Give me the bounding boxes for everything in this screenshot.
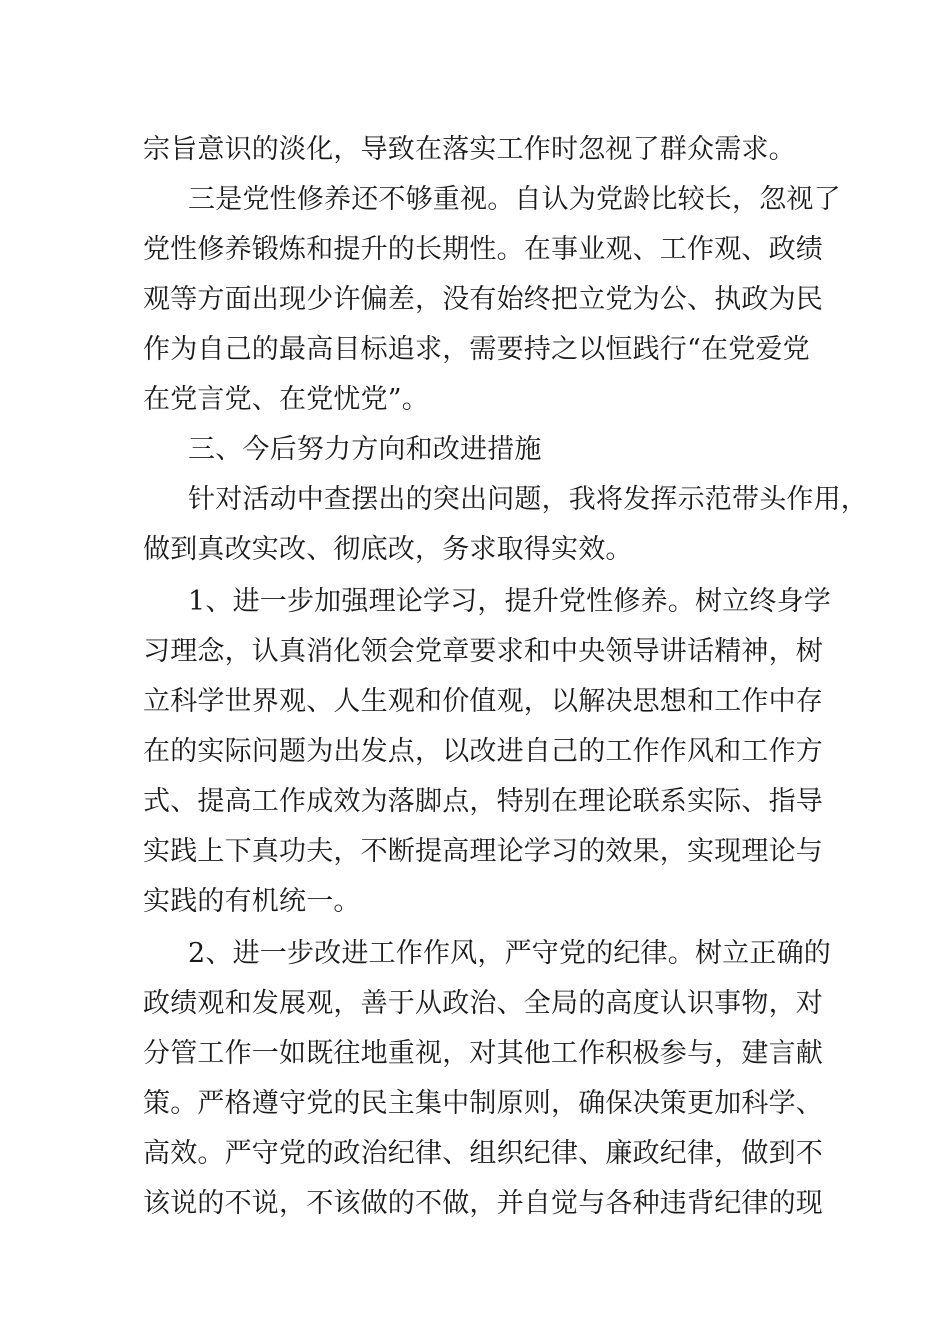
text-line: 策。严格遵守党的民主集中制原则，确保决策更加科学、 <box>143 1088 823 1119</box>
section-heading: 三、今后努力方向和改进措施 <box>188 434 542 465</box>
text-line: 三是党性修养还不够重视。自认为党龄比较长，忽视了 <box>188 184 841 215</box>
text-line: 实践上下真功夫，不断提高理论学习的效果，实现理论与 <box>143 836 823 867</box>
text-line: 政绩观和发展观，善于从政治、全局的高度认识事物，对 <box>143 988 823 1019</box>
text-line: 作为自己的最高目标追求，需要持之以恒践行“在党爱党 <box>143 334 810 365</box>
text-line: 立科学世界观、人生观和价值观，以解决思想和工作中存 <box>143 686 823 717</box>
text-line: 在党言党、在党忧党”。 <box>143 384 430 415</box>
text-line: 分管工作一如既往地重视，对其他工作积极参与，建言献 <box>143 1038 823 1069</box>
text-line: 式、提高工作成效为落脚点，特别在理论联系实际、指导 <box>143 786 823 817</box>
text-line: 该说的不说，不该做的不做，并自觉与各种违背纪律的现 <box>143 1188 823 1219</box>
text-line: 针对活动中查摆出的突出问题，我将发挥示范带头作用， <box>188 484 868 515</box>
text-line: 2、进一步改进工作作风，严守党的纪律。树立正确的 <box>188 938 831 969</box>
text-line: 在的实际问题为出发点，以改进自己的工作作风和工作方 <box>143 736 823 767</box>
text-line: 高效。严守党的政治纪律、组织纪律、廉政纪律，做到不 <box>143 1138 823 1169</box>
text-line: 做到真改实改、彻底改，务求取得实效。 <box>143 534 633 565</box>
text-line: 1、进一步加强理论学习，提升党性修养。树立终身学 <box>188 586 831 617</box>
text-line: 宗旨意识的淡化，导致在落实工作时忽视了群众需求。 <box>143 134 796 165</box>
text-line: 党性修养锻炼和提升的长期性。在事业观、工作观、政绩 <box>143 234 823 265</box>
text-line: 观等方面出现少许偏差，没有始终把立党为公、执政为民 <box>143 284 823 315</box>
text-line: 实践的有机统一。 <box>143 886 361 917</box>
text-line: 习理念，认真消化领会党章要求和中央领导讲话精神，树 <box>143 636 823 667</box>
